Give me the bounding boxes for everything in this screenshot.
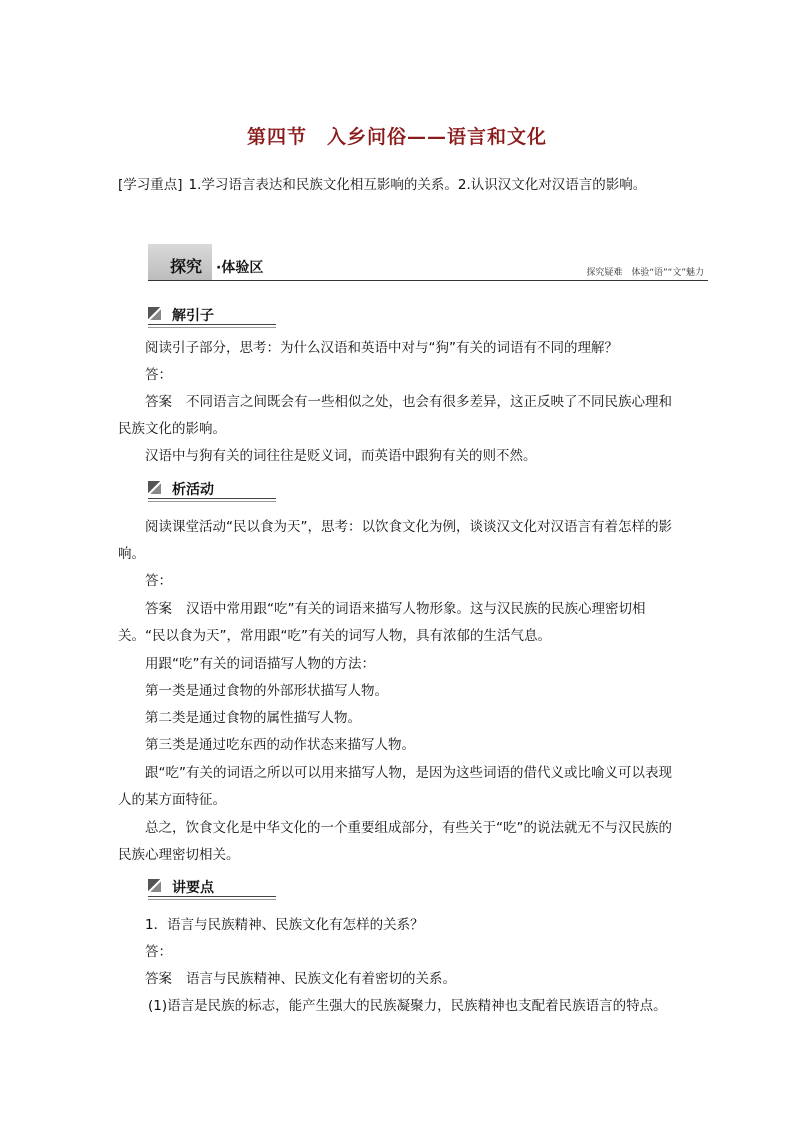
s1-da: 答：	[145, 367, 172, 383]
section-marker-icon	[148, 307, 161, 320]
section-heading-label: 解引子	[172, 308, 214, 324]
key-points-text: 1.学习语言表达和民族文化相互影响的关系。2.认识汉文化对汉语言的影响。	[188, 177, 647, 193]
section-banner	[148, 244, 708, 281]
s3-point1: (1)语言是民族的标志，能产生强大的民族凝聚力，民族精神也支配着民族语言的特点。	[148, 998, 667, 1014]
key-points-tag: [学习重点]	[118, 177, 183, 193]
section-marker-icon	[148, 481, 161, 494]
s1-answer-text: 不同语言之间既会有一些相似之处，也会有很多差异，这正反映了不同民族心理和民族文化的影响。	[118, 394, 672, 437]
answer-label: 答案	[145, 394, 172, 410]
section-heading-label: 讲要点	[172, 880, 214, 896]
s1-question: 阅读引子部分，思考：为什么汉语和英语中对与“狗”有关的词语有不同的理解？	[145, 340, 618, 356]
s2-answer-text: 汉语中常用跟“吃”有关的词语来描写人物形象。这与汉民族的民族心理密切相关。“民以食为天”，常用跟“吃”有关的词写人物，具有浓郁的生活气息。	[118, 601, 646, 644]
banner-right-text: 探究疑难 体验“语”“文”魅力	[586, 268, 704, 278]
s2-question: 阅读课堂活动“民以食为天”，思考：以饮食文化为例，谈谈汉文化对汉语言有着怎样的影响。	[118, 519, 672, 562]
section-heading-2	[148, 478, 276, 499]
s3-question: 1．语言与民族精神、民族文化有怎样的关系？	[145, 917, 424, 933]
page-title: 第四节 入乡问俗——语言和文化	[246, 126, 547, 148]
s2-da: 答：	[145, 573, 172, 589]
s2-method: 用跟“吃”有关的词语描写人物的方法：	[145, 656, 375, 672]
s2-summary: 总之，饮食文化是中华文化的一个重要组成部分，有些关于“吃”的说法就无不与汉民族的民族心理密切相关。	[118, 820, 672, 863]
s1-answer	[118, 389, 678, 443]
section-heading-label: 析活动	[172, 482, 214, 498]
s3-answer-text: 语言与民族精神、民族文化有着密切的关系。	[186, 971, 456, 987]
s2-type1: 第一类是通过食物的外部形状描写人物。	[145, 683, 388, 699]
answer-label: 答案	[145, 601, 172, 617]
banner-main-label: 探究	[170, 257, 203, 276]
s2-type2: 第二类是通过食物的属性描写人物。	[145, 710, 361, 726]
banner-sub-label: ·体验区	[216, 260, 264, 276]
s1-extra: 汉语中与狗有关的词往往是贬义词，而英语中跟狗有关的则不然。	[145, 448, 537, 464]
s3-da: 答：	[145, 944, 172, 960]
s2-answer	[118, 596, 678, 650]
section-heading-3	[148, 876, 276, 897]
key-points	[118, 172, 696, 198]
section-heading-1	[148, 304, 276, 325]
answer-label: 答案	[145, 971, 172, 987]
section-marker-icon	[148, 879, 161, 892]
s3-answer	[118, 966, 678, 993]
s2-reason: 跟“吃”有关的词语之所以可以用来描写人物，是因为这些词语的借代义或比喻义可以表现人的某方面特征。	[118, 765, 672, 808]
s2-type3: 第三类是通过吃东西的动作状态来描写人物。	[145, 737, 415, 753]
